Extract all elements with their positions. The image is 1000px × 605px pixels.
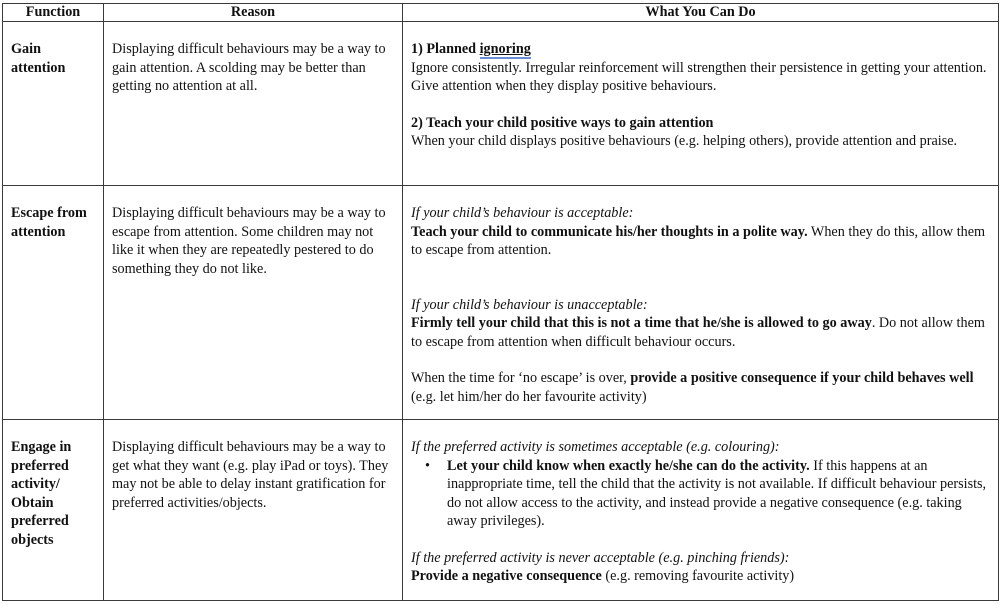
spellcheck-flagged-word[interactable]: ignoring	[479, 41, 531, 57]
what-you-can-do-cell	[403, 22, 999, 186]
strategy-text-2: When your child displays positive behaviours (e.g. helping others), provide attention and praise.	[411, 133, 958, 149]
strategy-heading-1	[411, 40, 990, 59]
function-cell: Engage in preferred activity/ Obtain preferred objects	[3, 420, 104, 601]
strategy-heading-prefix: 1) Planned	[411, 41, 480, 57]
behaviour-function-table	[2, 3, 999, 601]
what-you-can-do-cell	[403, 186, 999, 420]
bullet-icon: •	[425, 457, 430, 474]
list-item	[425, 457, 990, 531]
condition-label-acceptable: If your child’s behaviour is acceptable:	[411, 205, 634, 221]
unacceptable-guidance-bold: Firmly tell your child that this is not a time that he/she is allowed to go away	[411, 315, 872, 331]
acceptable-guidance	[411, 223, 990, 260]
acceptable-guidance-text: When they do this, allow them to escape from attention.	[411, 223, 986, 258]
header-function: Function	[3, 4, 104, 22]
reason-cell: Displaying difficult behaviours may be a way to escape from attention. Some children may not like it when they are repeatedly pestered to do something they do not like.	[104, 186, 403, 420]
acceptable-guidance-bold: Teach your child to communicate his/her thoughts in a polite way.	[411, 223, 808, 240]
reason-cell: Displaying difficult behaviours may be a way to get what they want (e.g. play iPad or toys). They may not be able to delay instant gratification for preferred activities/objects.	[104, 420, 403, 601]
unacceptable-guidance	[411, 314, 990, 351]
never-guidance-bold: Provide a negative consequence	[411, 568, 602, 584]
bullet-bold: Let your child know when exactly he/she can do the activity.	[447, 457, 810, 474]
function-cell: Gain attention	[3, 22, 104, 186]
condition-label-sometimes: If the preferred activity is sometimes acceptable (e.g. colouring):	[411, 439, 780, 455]
function-cell: Escape from attention	[3, 186, 104, 420]
reason-cell: Displaying difficult behaviours may be a way to gain attention. A scolding may be better than getting no attention at all.	[104, 22, 403, 186]
condition-label-unacceptable: If your child’s behaviour is unacceptable:	[411, 296, 648, 313]
condition-label-never: If the preferred activity is never acceptable (e.g. pinching friends):	[411, 549, 790, 566]
never-guidance-text: (e.g. removing favourite activity)	[601, 568, 795, 584]
strategy-heading-2: 2) Teach your child positive ways to gain attention	[411, 114, 714, 131]
header-row	[3, 4, 999, 22]
unacceptable-guidance-text: . Do not allow them to escape from attention when difficult behaviour occurs.	[411, 315, 985, 350]
table-row-preferred-activity	[3, 420, 999, 601]
header-what-you-can-do: What You Can Do	[403, 4, 999, 22]
strategy-text-1: Ignore consistently. Irregular reinforcement will strengthen their persistence in getting your attention. Give attention when they display positive behaviours.	[411, 59, 987, 94]
table-row-gain-attention	[3, 22, 999, 186]
after-escape-prefix: When the time for ‘no escape’ is over,	[411, 370, 631, 386]
header-reason: Reason	[104, 4, 403, 22]
after-escape-text: (e.g. let him/her do her favourite activity)	[411, 388, 647, 405]
never-guidance	[411, 567, 990, 586]
bullet-list	[411, 457, 990, 531]
after-escape-bold: provide a positive consequence if your child behaves well	[630, 370, 974, 386]
table-row-escape-from-attention	[3, 186, 999, 420]
after-escape-guidance	[411, 369, 990, 406]
bullet-text: If this happens at an inappropriate time, tell the child that the activity is not available. If difficult behaviour persists, do not allow access to the activity, and instead provide a negative consequence (e.g. taking away privileges).	[447, 457, 987, 529]
what-you-can-do-cell	[403, 420, 999, 601]
